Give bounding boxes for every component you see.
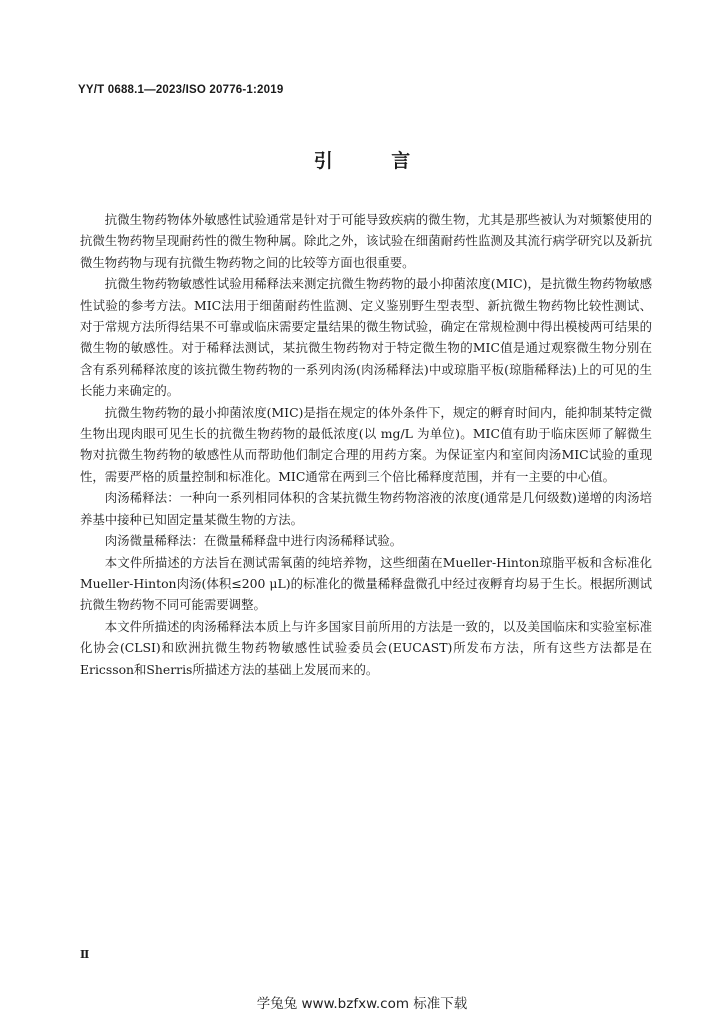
page-title: 引 言 xyxy=(313,150,437,172)
paragraph: 肉汤稀释法：一种向一系列相同体积的含某抗微生物药物溶液的浓度(通常是几何级数)递增的肉汤培养基中接种已知固定量某微生物的方法。 xyxy=(80,490,652,527)
paragraph: 本文件所描述的肉汤稀释法本质上与许多国家目前所用的方法是一致的，以及美国临床和实验室标准化协会(CLSI)和欧洲抗微生物药物敏感性试验委员会(EUCAST)所发布方法，所有这些方法都是在Ericsson和Sherris所描述方法的基础上发展而来的。 xyxy=(80,618,652,677)
standard-code: YY/T 0688.1—2023/ISO 20776-1:2019 xyxy=(78,84,284,96)
paragraph: 抗微生物药物的最小抑菌浓度(MIC)是指在规定的体外条件下，规定的孵育时间内，能抑制某特定微生物出现肉眼可见生长的抗微生物药物的最低浓度(以 mg/L 为单位)。MIC值有助于临床医师了解微生物对抗微生物药物的敏感性从而帮助他们制定合理的用药方案。为保证室内和室间肉汤MIC试验的重现性，需要严格的质量控制和标准化。MIC通常在两到三个倍比稀释度范围，并有一主要的中心值。 xyxy=(80,404,652,484)
paragraph: 抗微生物药物敏感性试验用稀释法来测定抗微生物药物的最小抑菌浓度(MIC)，是抗微生物药物敏感性试验的参考方法。MIC法用于细菌耐药性监测、定义鉴别野生型表型、新抗微生物药物比较性测试、对于常规方法所得结果不可靠或临床需要定量结果的微生物试验，确定在常规检测中得出模棱两可结果的微生物的敏感性。对于稀释法测试，某抗微生物药物对于特定微生物的MIC值是通过观察微生物分别在含有系列稀释浓度的该抗微生物药物的一系列肉汤(肉汤稀释法)中或琼脂平板(琼脂稀释法)上的可见的生长能力来确定的。 xyxy=(80,276,652,399)
paragraph: 抗微生物药物体外敏感性试验通常是针对于可能导致疾病的微生物，尤其是那些被认为对频繁使用的抗微生物药物呈现耐药性的微生物种属。除此之外，该试验在细菌耐药性监测及其流行病学研究以及新抗微生物药物与现有抗微生物药物之间的比较等方面也很重要。 xyxy=(80,212,652,270)
paragraph: 本文件所描述的方法旨在测试需氧菌的纯培养物，这些细菌在Mueller-Hinton琼脂平板和含标准化Mueller-Hinton肉汤(体积≤200 μL)的标准化的微量稀释盘微孔中经过夜孵育均易于生长。根据所测试抗微生物药物不同可能需要调整。 xyxy=(80,554,652,613)
paragraph: 肉汤微量稀释法：在微量稀释盘中进行肉汤稀释试验。 xyxy=(104,533,403,549)
watermark-link[interactable]: 学兔兔 www.bzfxw.com 标准下载 xyxy=(256,996,468,1012)
body-text xyxy=(80,209,652,680)
page-number: Ⅱ xyxy=(80,948,90,961)
